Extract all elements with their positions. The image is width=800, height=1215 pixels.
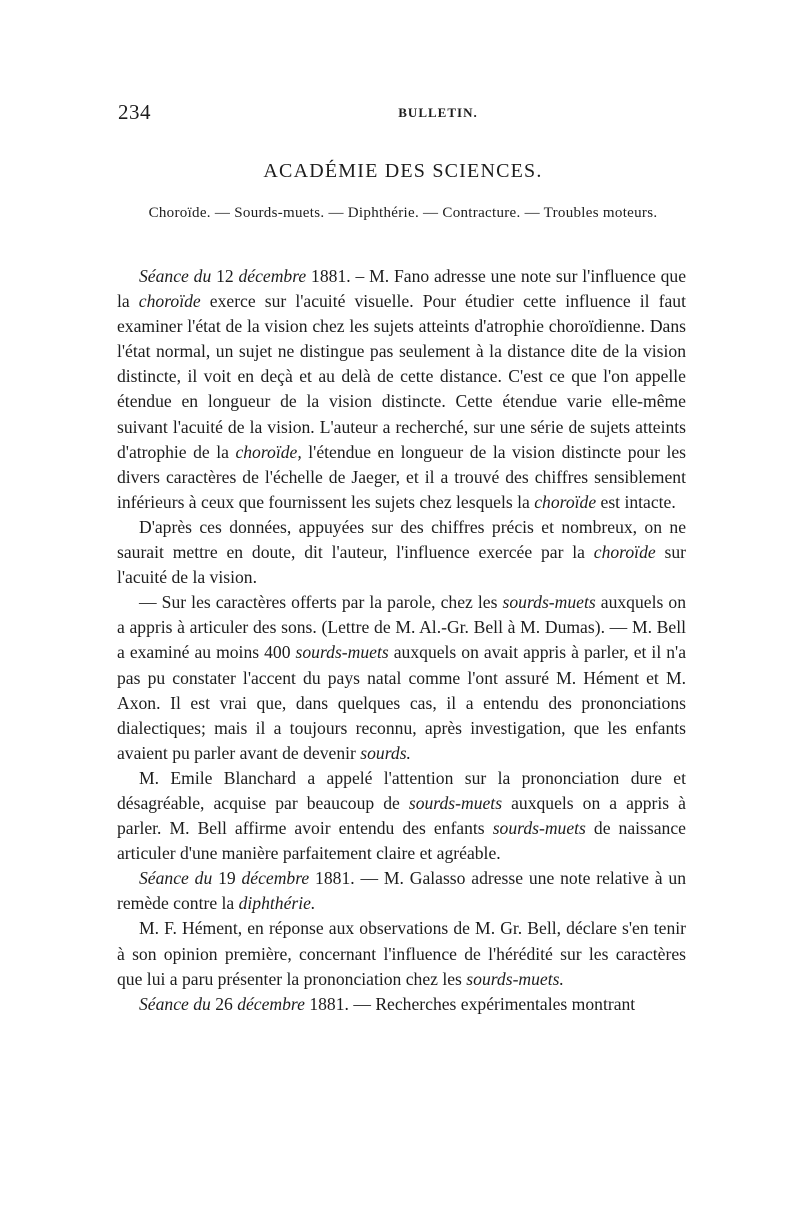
seance-month: décembre bbox=[241, 868, 310, 889]
body-text bbox=[117, 264, 686, 1017]
seance-month: décembre bbox=[238, 266, 307, 286]
seance-label: Séance du bbox=[139, 868, 213, 889]
paragraph-hement-reponse bbox=[117, 916, 686, 991]
italic-term: choroïde bbox=[593, 542, 656, 563]
paragraph-seance-12-decembre bbox=[117, 264, 686, 515]
italic-term: sourds-muets bbox=[295, 642, 389, 663]
seance-day: 19 bbox=[212, 868, 242, 889]
paragraph-text: exerce sur l'acuité visuelle. Pour étudier cette influence il faut examiner l'état de la vision chez les sujets atteints d'atrophie choroïdienne. Dans l'état normal, un sujet ne distingue pas seulement à la distance dite de la vision distincte, il voit en deçà et au delà de cette distance. C'est ce que l'on appelle étendue en longueur de la vision distincte. Cette étendue varie elle-même suivant l'acuité de la vision. L'auteur a recherché, sur une série de sujets atteints d'atrophie de la bbox=[117, 291, 686, 462]
seance-day: 12 bbox=[211, 266, 239, 286]
paragraph-blanchard bbox=[117, 766, 686, 866]
italic-term: choroïde, bbox=[235, 441, 302, 462]
page-number: 234 bbox=[118, 100, 151, 124]
paragraph-text: M. F. Hément, en réponse aux observations de M. Gr. Bell, déclare s'en tenir à son opinion première, concernant l'influence de l'hérédité sur les caractères que lui a paru présenter la prononciation chez les bbox=[117, 918, 686, 989]
italic-term: choroïde bbox=[138, 291, 201, 312]
italic-term: sourds. bbox=[360, 742, 411, 763]
paragraph-text: de naissance articuler d'une manière parfaitement claire et agréable. bbox=[117, 818, 686, 864]
italic-term: sourds-muets bbox=[492, 818, 586, 839]
italic-term: diphthérie. bbox=[238, 893, 316, 914]
paragraph-text: — Sur les caractères offerts par la parole, chez les bbox=[139, 592, 503, 613]
paragraph-text: auxquels on a appris à parler. M. Bell affirme avoir entendu des enfants bbox=[117, 792, 686, 839]
section-title: ACADÉMIE DES SCIENCES. bbox=[263, 160, 543, 182]
paragraph-text: D'après ces données, appuyées sur des chiffres précis et nombreux, on ne saurait mettre en doute, dit l'auteur, l'influence exercée par la bbox=[117, 516, 686, 563]
running-head: BULLETIN. bbox=[398, 105, 478, 120]
paragraph-text: 1881. — Recherches expérimentales montrant bbox=[304, 993, 636, 1014]
section-summary: Choroïde. — Sourds-muets. — Diphthérie. — Contracture. — Troubles moteurs. bbox=[148, 205, 658, 221]
seance-month: décembre bbox=[237, 993, 305, 1014]
paragraph-seance-19-decembre bbox=[117, 866, 686, 916]
paragraph-text: 1881. — M. Galasso adresse une note relative à un remède contre la bbox=[117, 868, 687, 914]
italic-term: sourds-muets. bbox=[466, 968, 564, 989]
paragraph-text: l'étendue en longueur de la vision distincte pour les divers caractères de l'échelle de Jaeger, et il a trouvé des chiffres sensiblement inférieurs à ceux que fournissent les sujets chez lesquels la bbox=[117, 441, 686, 512]
paragraph-text: 1881. – M. Fano adresse une note sur l'influence que la bbox=[117, 266, 687, 312]
paragraph-text: auxquels on avait appris à parler, et il n'a pas pu constater l'accent du pays natal comme l'ont assuré M. Hément et M. Axon. Il est vrai que, dans quelques cas, il a entendu des prononciations dialectiques; mais il a toujours reconnu, après investigation, que les enfants avaient pu parler avant de devenir bbox=[117, 642, 687, 763]
paragraph-text: est intacte. bbox=[596, 491, 676, 512]
italic-term: sourds-muets bbox=[408, 792, 503, 813]
paragraph-choroide-conclusion bbox=[117, 515, 686, 590]
paragraph-sourds-muets-bell bbox=[117, 590, 686, 766]
paragraph-text: sur l'acuité de la vision. bbox=[117, 542, 686, 588]
seance-label: Séance du bbox=[139, 266, 212, 286]
paragraph-text: auxquels on a appris à articuler des sons. (Lettre de M. Al.-Gr. Bell à M. Dumas). — M. Bell a examiné au moins 400 bbox=[117, 592, 686, 663]
page-header bbox=[118, 100, 688, 126]
paragraph-text: M. Emile Blanchard a appelé l'attention sur la prononciation dure et désagréable, acquise par beaucoup de bbox=[117, 767, 686, 813]
italic-term: choroïde bbox=[534, 491, 597, 512]
paragraph-seance-26-decembre bbox=[117, 992, 686, 1017]
seance-label: Séance du bbox=[139, 993, 211, 1014]
italic-term: sourds-muets bbox=[502, 592, 596, 613]
seance-day: 26 bbox=[210, 993, 238, 1014]
